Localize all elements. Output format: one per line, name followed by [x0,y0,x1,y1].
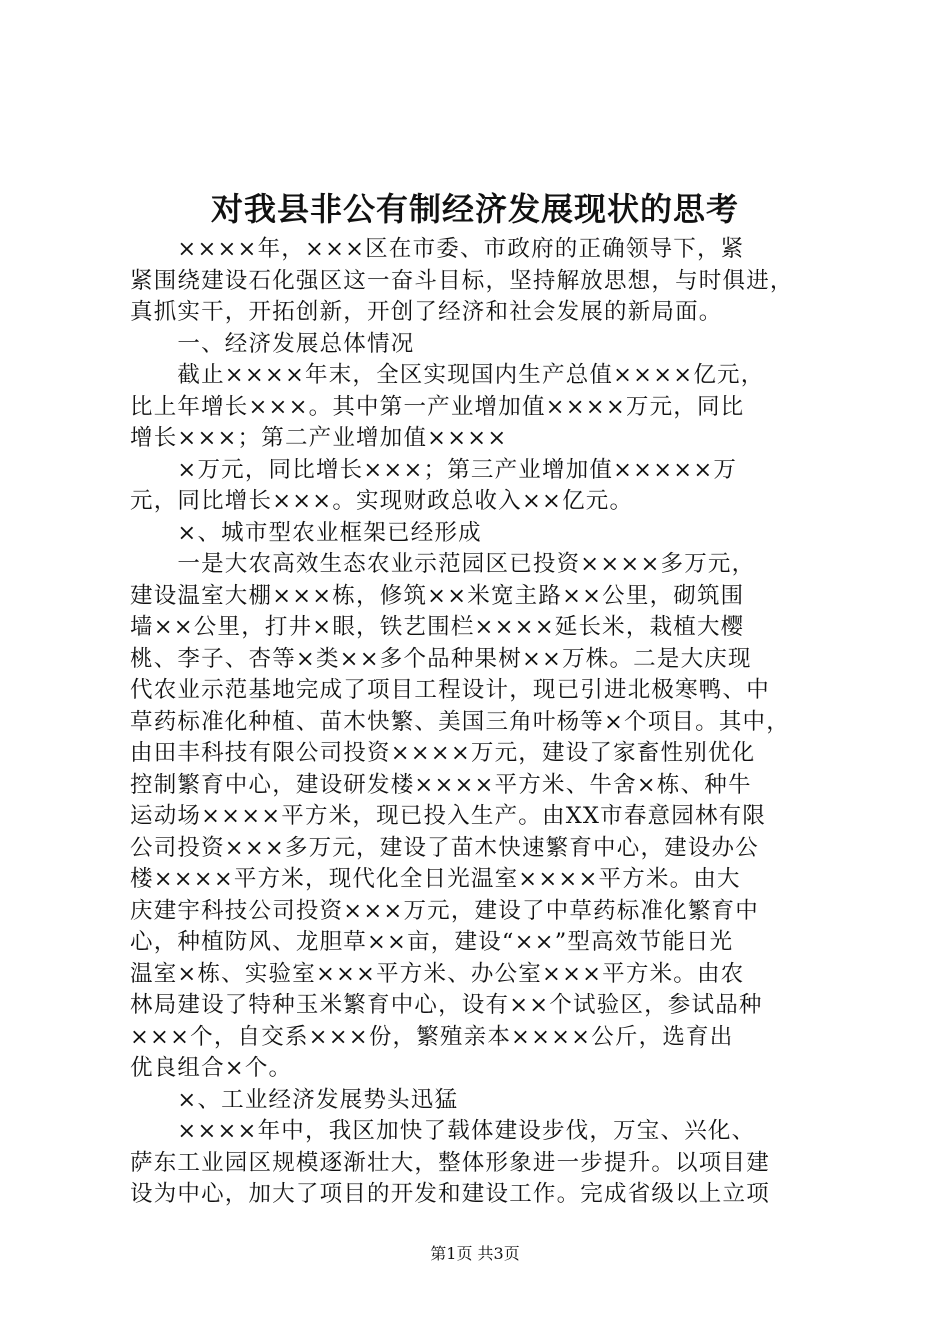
body-line: 萨东工业园区规模逐渐壮大，整体形象进一步提升。以项目建 [130,1149,770,1176]
body-line: 由田丰科技有限公司投资××××万元，建设了家畜性别优化 [130,740,756,766]
document-title: 对我县非公有制经济发展现状的思考 [210,190,739,228]
body-line: 控制繁育中心，建设研发楼××××平方米、牛舍×栋、种牛 [130,771,752,798]
body-line: 一是大农高效生态农业示范园区已投资××××多万元， [130,551,756,577]
body-line: 代农业示范基地完成了项目工程设计，现已引进北极寒鸭、中 [130,677,770,703]
body-line: ×××个，自交系×××份，繁殖亲本××××公斤，选育出 [130,1023,734,1050]
body-line: 增长×××；第二产业增加值×××× [130,425,508,451]
body-line: 林局建设了特种玉米繁育中心，设有××个试验区，参试品种 [130,992,763,1018]
body-line: 一、经济发展总体情况 [130,330,415,357]
body-line: ××××年中，我区加快了载体建设步伐，万宝、兴化、 [130,1118,756,1144]
body-line: 建设温室大棚×××栋，修筑××米宽主路××公里，砌筑围 [130,582,745,609]
body-line: 楼××××平方米，现代化全日光温室××××平方米。由大 [130,866,741,892]
body-line: 草药标准化种植、苗木快繁、美国三角叶杨等×个项目。其中， [130,708,790,735]
body-line: 比上年增长×××。其中第一产业增加值××××万元，同比 [130,393,745,420]
body-line: ××××年，×××区在市委、市政府的正确领导下，紧 [130,236,745,262]
body-line: ×、工业经济发展势头迅猛 [130,1086,459,1113]
body-line: 元，同比增长×××。实现财政总收入××亿元。 [130,488,634,514]
body-line: 墙××公里，打井×眼，铁艺围栏××××延长米，栽植大樱 [130,614,745,640]
body-line: 真抓实干，开拓创新，开创了经济和社会发展的新局面。 [130,299,723,325]
body-line: ×万元，同比增长×××；第三产业增加值×××××万 [130,456,738,483]
body-line: 公司投资×××多万元，建设了苗木快速繁育中心，建设办公 [130,834,759,861]
body-line: 设为中心，加大了项目的开发和建设工作。完成省级以上立项 [130,1181,770,1207]
body-line: 心，种植防风、龙胆草××亩，建设“××”型高效节能日光 [130,929,734,955]
body-line: 温室×栋、实验室×××平方米、办公室×××平方米。由农 [130,960,745,987]
body-line: 桃、李子、杏等×类××多个品种果树××万株。二是大庆现 [130,645,752,672]
body-line: 优良组合×个。 [130,1055,293,1081]
body-line: 紧围绕建设石化强区这一奋斗目标，坚持解放思想，与时俱进， [130,267,794,294]
body-line: 截止××××年末，全区实现国内生产总值××××亿元， [130,362,765,388]
document-body [130,234,840,1211]
page-footer: 第1页 共3页 [430,1244,520,1263]
body-line: 庆建宇科技公司投资×××万元，建设了中草药标准化繁育中 [130,897,759,924]
body-line: ×、城市型农业框架已经形成 [130,519,482,546]
body-line: 运动场××××平方米，现已投入生产。由XX市春意园林有限 [130,803,767,829]
